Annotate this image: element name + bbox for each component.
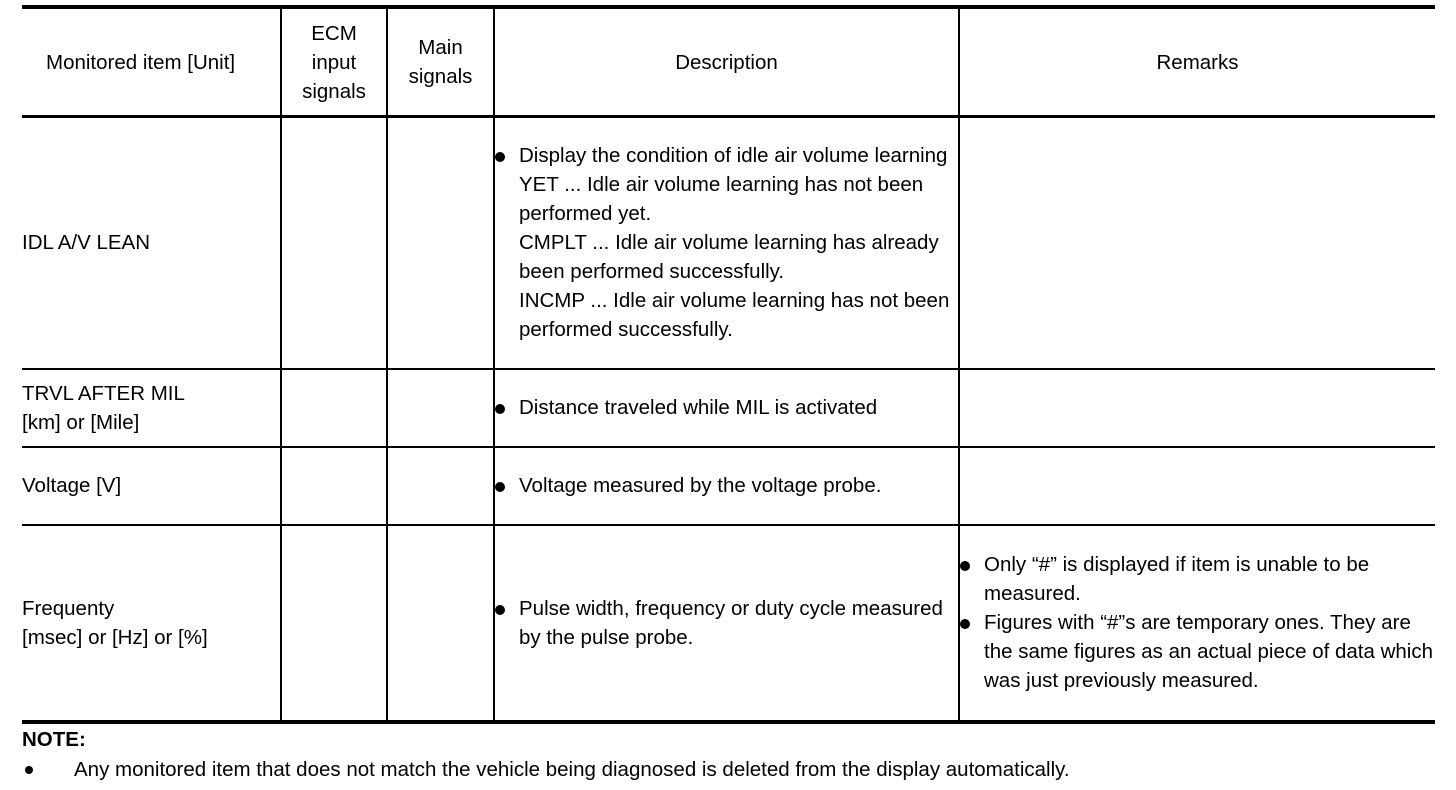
ecm-cell [281, 117, 387, 369]
item-cell: TRVL AFTER MIL [km] or [Mile] [22, 381, 185, 434]
description-bullet: Display the condition of idle air volume learning [495, 141, 958, 170]
table-row [22, 117, 1435, 369]
ecm-cell [281, 525, 387, 722]
item-cell: Voltage [V] [22, 474, 122, 497]
remarks-cell [959, 447, 1435, 525]
remarks-bullet: Figures with “#”s are temporary ones. They are the same figures as an actual piece of data which was just previously measured. [960, 608, 1435, 695]
header-ecm-input-signals: ECM input signals [281, 7, 387, 117]
note-title: NOTE: [22, 728, 86, 751]
description-bullet: Pulse width, frequency or duty cycle measured by the pulse probe. [495, 594, 958, 652]
bullet-icon [25, 766, 33, 774]
header-description: Description [494, 7, 959, 117]
description-cell [494, 369, 959, 447]
ecm-cell [281, 447, 387, 525]
main-signals-cell [387, 525, 494, 722]
description-detail: CMPLT ... Idle air volume learning has already been performed successfully. [519, 231, 939, 284]
remarks-cell [959, 117, 1435, 369]
remarks-cell [959, 369, 1435, 447]
header-remarks: Remarks [959, 7, 1435, 117]
remarks-cell [959, 525, 1435, 722]
main-signals-cell [387, 117, 494, 369]
description-cell [494, 525, 959, 722]
main-signals-cell [387, 369, 494, 447]
header-monitored-item: Monitored item [Unit] [46, 50, 236, 74]
description-detail: INCMP ... Idle air volume learning has not been performed successfully. [519, 289, 950, 342]
description-cell [494, 117, 959, 369]
description-cell [494, 447, 959, 525]
main-signals-cell [387, 447, 494, 525]
table-row [22, 369, 1435, 447]
table-row [22, 525, 1435, 722]
note-text: Any monitored item that does not match the vehicle being diagnosed is deleted from the display automatically. [74, 758, 1070, 781]
header-main-signals: Main signals [387, 7, 494, 117]
item-cell: Frequenty [msec] or [Hz] or [%] [22, 596, 208, 649]
table-row [22, 447, 1435, 525]
description-bullet: Distance traveled while MIL is activated [495, 393, 958, 422]
header-row [22, 7, 1435, 117]
description-bullet: Voltage measured by the voltage probe. [495, 471, 958, 500]
monitored-items-table [22, 5, 1435, 724]
ecm-cell [281, 369, 387, 447]
description-detail: YET ... Idle air volume learning has not been performed yet. [519, 173, 924, 226]
remarks-bullet: Only “#” is displayed if item is unable to be measured. [960, 550, 1435, 608]
item-cell: IDL A/V LEAN [22, 231, 150, 255]
